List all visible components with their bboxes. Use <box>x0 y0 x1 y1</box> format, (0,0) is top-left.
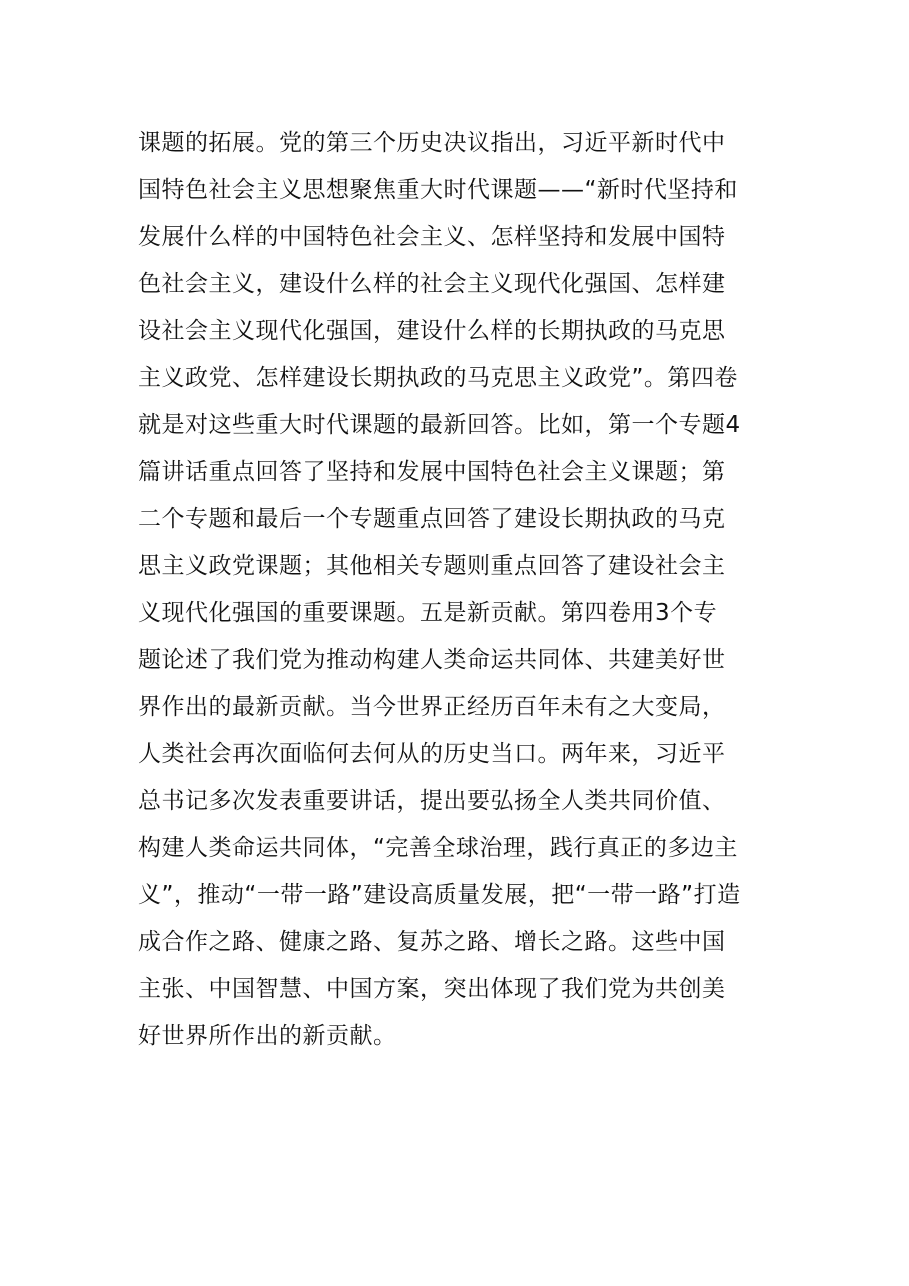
text-line: 课题的拓展。党的第三个历史决议指出，习近平新时代中 <box>138 130 726 156</box>
text-line: 二个专题和最后一个专题重点回答了建设长期执政的马克 <box>138 506 726 532</box>
text-line: 界作出的最新贡献。当今世界正经历百年未有之大变局， <box>138 694 726 720</box>
text-line: 设社会主义现代化强国，建设什么样的长期执政的马克思 <box>138 318 726 344</box>
text-line: 思主义政党课题；其他相关专题则重点回答了建设社会主 <box>138 553 726 579</box>
text-line: 主张、中国智慧、中国方案，突出体现了我们党为共创美 <box>138 976 726 1002</box>
text-line: 总书记多次发表重要讲话，提出要弘扬全人类共同价值、 <box>138 788 726 814</box>
text-line: 发展什么样的中国特色社会主义、怎样坚持和发展中国特 <box>138 224 726 250</box>
text-line: 国特色社会主义思想聚焦重大时代课题——“新时代坚持和 <box>138 177 738 203</box>
body-paragraph <box>138 120 778 1060</box>
text-line: 题论述了我们党为推动构建人类命运共同体、共建美好世 <box>138 647 726 673</box>
text-line: 义现代化强国的重要课题。五是新贡献。第四卷用3个专 <box>138 600 718 626</box>
text-line: 篇讲话重点回答了坚持和发展中国特色社会主义课题；第 <box>138 459 726 485</box>
text-line: 人类社会再次面临何去何从的历史当口。两年来，习近平 <box>138 741 726 767</box>
text-line: 义”，推动“一带一路”建设高质量发展，把“一带一路”打造 <box>138 882 741 908</box>
text-line: 色社会主义，建设什么样的社会主义现代化强国、怎样建 <box>138 271 726 297</box>
text-line: 构建人类命运共同体，“完善全球治理，践行真正的多边主 <box>138 835 738 861</box>
text-line: 成合作之路、健康之路、复苏之路、增长之路。这些中国 <box>138 929 726 955</box>
text-line: 主义政党、怎样建设长期执政的马克思主义政党”。第四卷 <box>138 365 738 391</box>
text-line: 好世界所作出的新贡献。 <box>138 1023 397 1049</box>
text-line: 就是对这些重大时代课题的最新回答。比如，第一个专题4 <box>138 412 741 438</box>
